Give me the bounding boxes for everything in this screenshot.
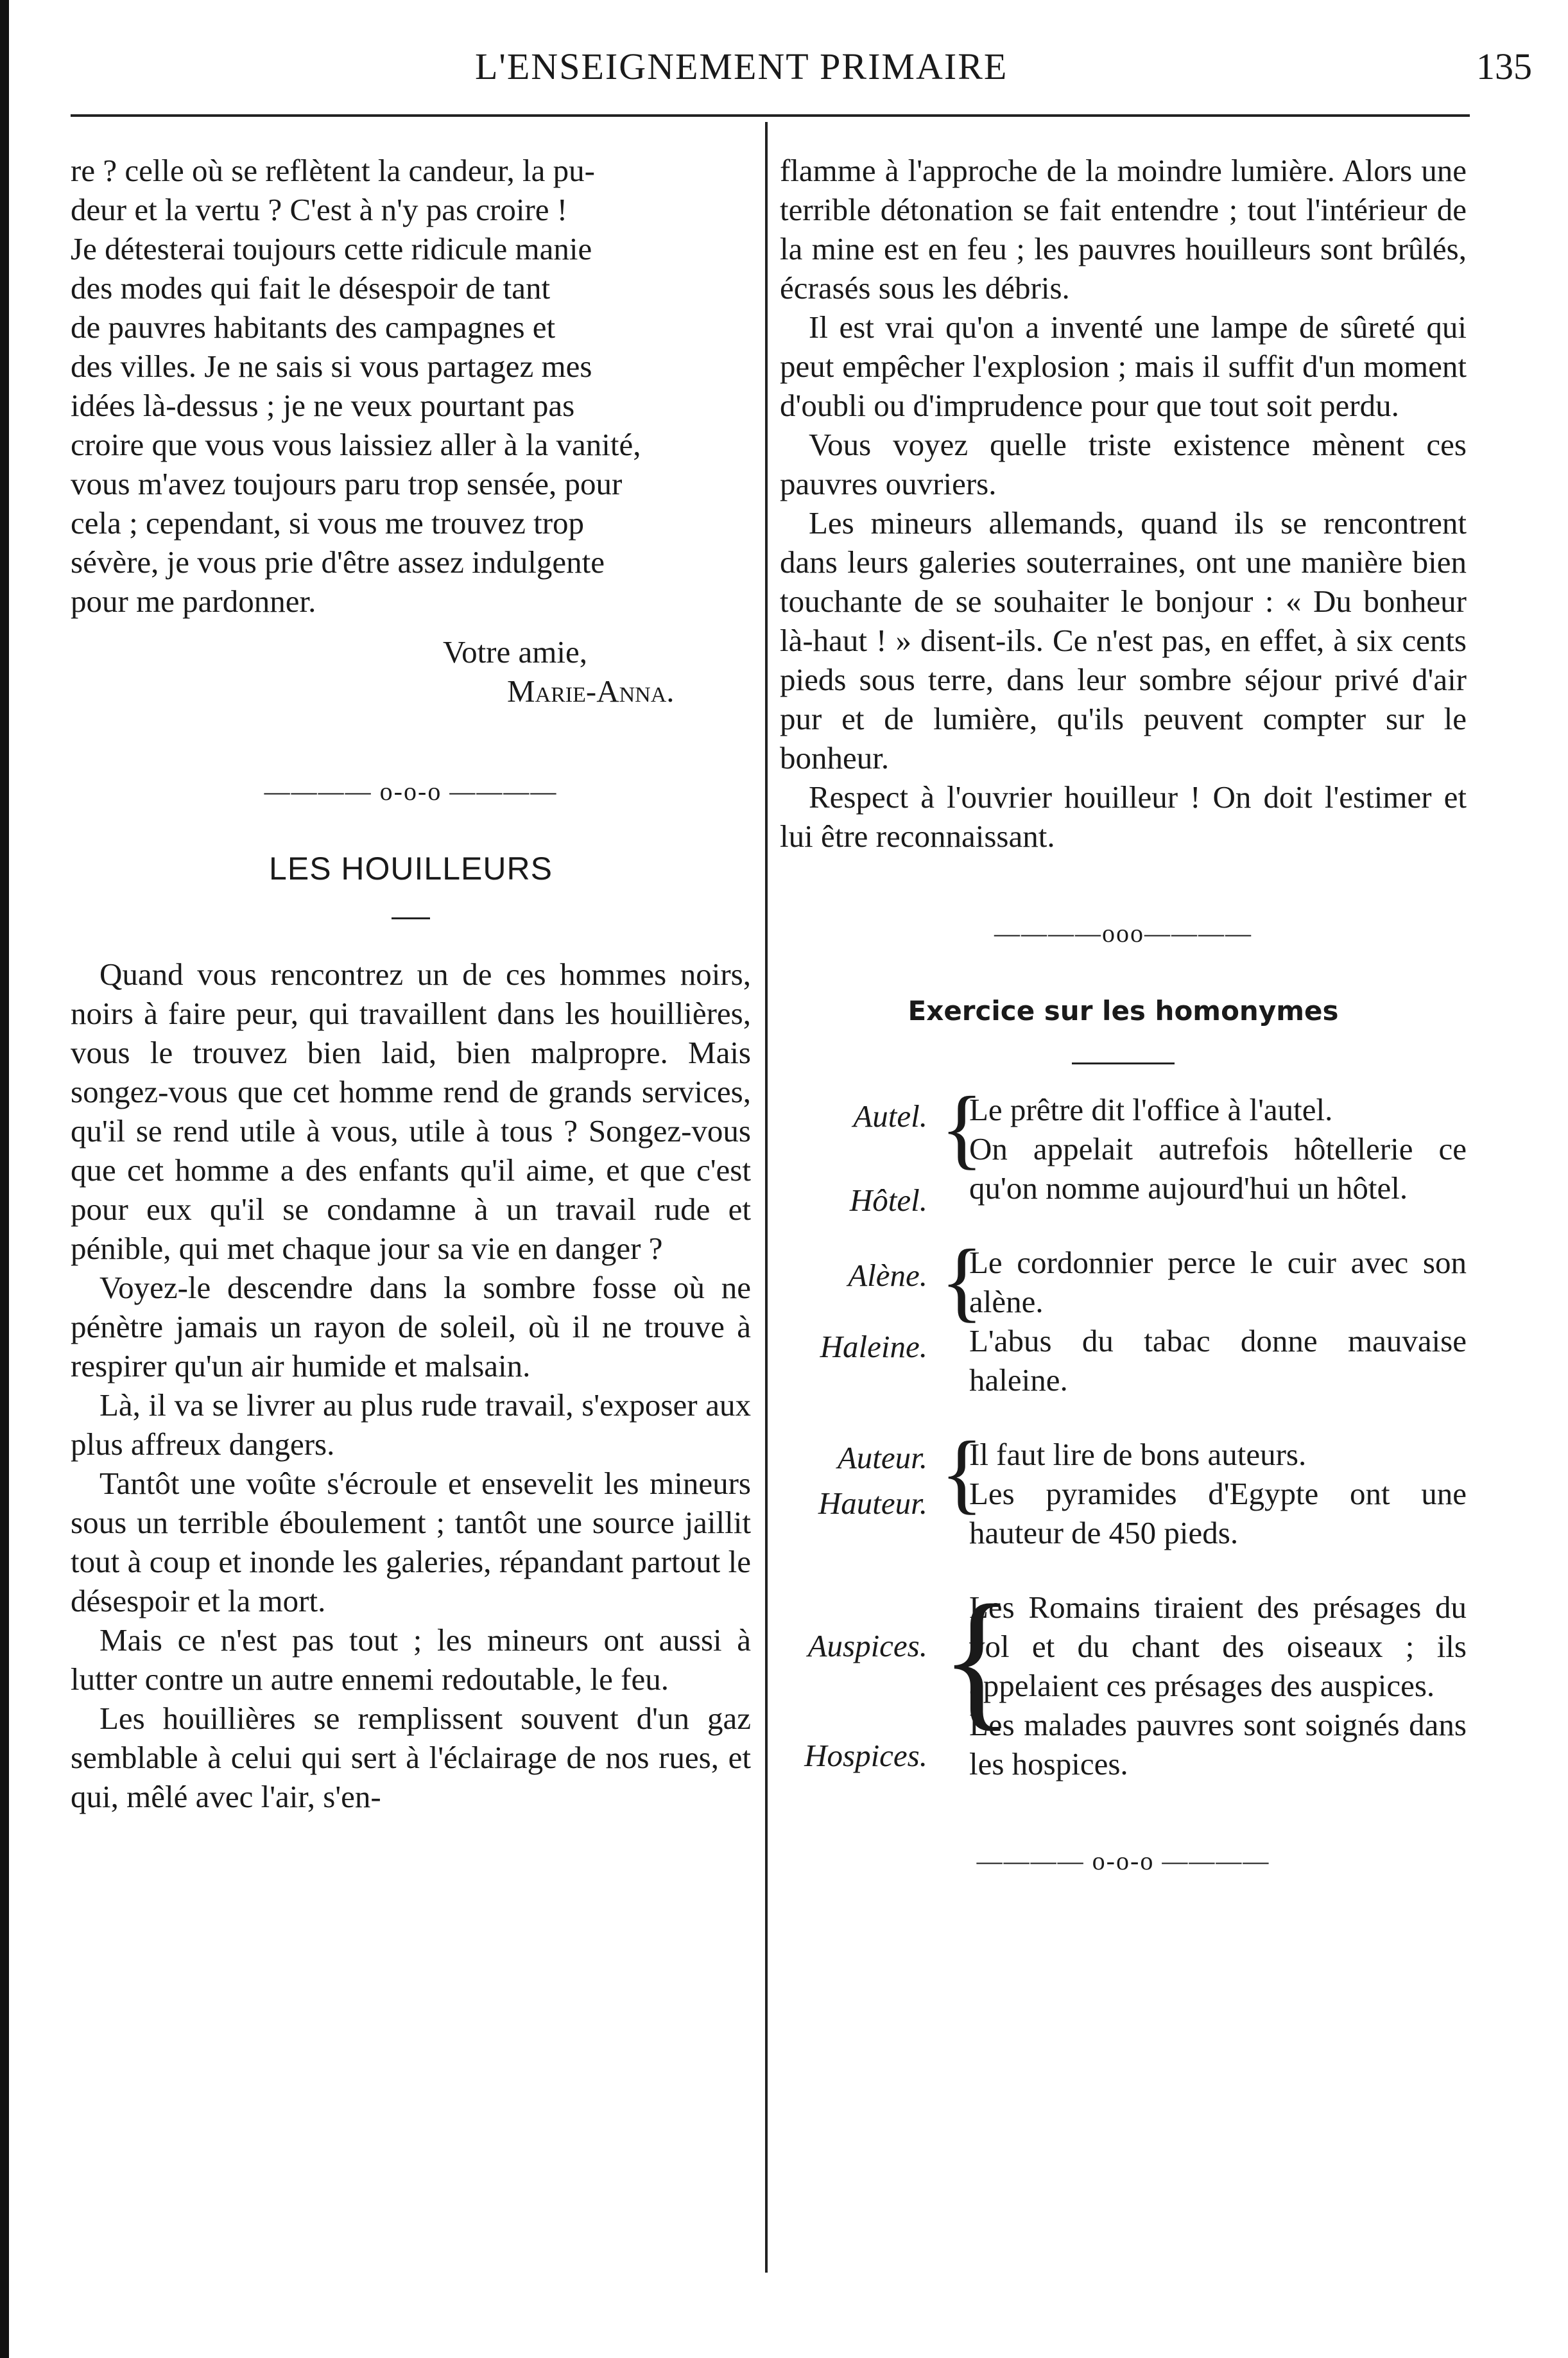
ornament-divider: ———— o-o-o ————: [976, 1846, 1270, 1875]
paragraph: Quand vous rencontrez un de ces hommes noirs, noirs à faire peur, qui travaillent dans les houillières, vous le trouvez bien laid, bien malpropre. Mais songez-vous que cet homme rend de grands services, qu'il se rend utile à vous, utile à tous ? Songez-vous que cet homme a des enfants qu'il aime, et que c'est pour eux qu'il se condamne à un travail rude et pénible, qui met chaque jour sa vie en danger ?: [71, 957, 751, 1266]
homonym-sentence: Les malades pauvres sont soignés dans les hospices.: [969, 1707, 1467, 1782]
letter-line: des villes. Je ne sais si vous partagez mes: [71, 349, 592, 384]
letter-closing: Votre amie,: [443, 634, 587, 670]
homonym-word: Hôtel.: [849, 1183, 927, 1218]
homonym-word: Hospices.: [804, 1738, 927, 1773]
homonym-words: [780, 1435, 927, 1523]
ornament-divider: ———— o-o-o ————: [264, 777, 558, 806]
paragraph: Voyez-le descendre dans la sombre fosse où ne pénètre jamais un rayon de soleil, où il ne trouve à respirer qu'un air humide et malsain.: [71, 1270, 751, 1383]
right-column: [780, 151, 1467, 1880]
exercise-title-underline: [1072, 1062, 1175, 1064]
paragraph: Les mineurs allemands, quand ils se rencontrent dans leurs galeries souterraines, ont une manière bien touchante de se souhaiter le bonjour : « Du bonheur là-haut ! » disent-ils. Ce n'est pas, en effet, à six cents pieds sous terre, dans leur sombre séjour privé d'air pur et de lumière, qu'ils peuvent compter sur le bonheur.: [780, 505, 1467, 776]
homonym-word: Haleine.: [820, 1329, 927, 1364]
letter-line: vous m'avez toujours paru trop sensée, pour: [71, 466, 623, 501]
exercise-title: Exercice sur les homonymes: [908, 995, 1339, 1027]
page-number: 135: [1476, 46, 1532, 87]
column-divider: [765, 122, 768, 2273]
paragraph: Respect à l'ouvrier houilleur ! On doit l'estimer et lui être reconnaissant.: [780, 779, 1467, 854]
homonym-words: [780, 1243, 927, 1366]
letter-line: des modes qui fait le désespoir de tant: [71, 270, 551, 306]
brace-icon: {: [940, 1573, 1015, 1744]
homonym-pair: [780, 1573, 1467, 1783]
homonym-sentence: On appelait autrefois hôtellerie ce qu'on nomme aujourd'hui un hôtel.: [969, 1131, 1467, 1206]
homonym-sentence: Les pyramides d'Egypte ont une hauteur de 450 pieds.: [969, 1476, 1467, 1550]
homonym-words: [780, 1588, 927, 1775]
page-edge-bar: [0, 0, 9, 2358]
paragraph: Les houillières se remplissent souvent d'un gaz semblable à celui qui sert à l'éclairage de nos rues, et qui, mêlé avec l'air, s'en-: [71, 1701, 751, 1814]
letter-line: pour me pardonner.: [71, 584, 316, 619]
paragraph: flamme à l'approche de la moindre lumière. Alors une terrible détonation se fait entendre ; tout l'intérieur de la mine est en feu ; les pauvres houilleurs sont brûlés, écrasés sous les débris.: [780, 153, 1467, 306]
letter-line: Je détesterai toujours cette ridicule manie: [71, 231, 592, 266]
left-column: [71, 151, 751, 1816]
homonym-sentence: L'abus du tabac donne mauvaise haleine.: [969, 1323, 1467, 1398]
homonym-word: Hauteur.: [818, 1486, 927, 1521]
homonym-list: [780, 1079, 1467, 1783]
brace-icon: {: [940, 1423, 984, 1523]
paragraph: Là, il va se livrer au plus rude travail, s'exposer aux plus affreux dangers.: [71, 1387, 751, 1462]
brace-icon: {: [940, 1231, 984, 1331]
letter-line: sévère, je vous prie d'être assez indulgente: [71, 544, 605, 580]
homonym-sentence: Le cordonnier perce le cuir avec son alène.: [969, 1245, 1467, 1319]
letter-line: deur et la vertu ? C'est à n'y pas croire !: [71, 192, 568, 227]
homonym-sentences: [969, 1090, 1467, 1208]
letter-line: croire que vous vous laissiez aller à la vanité,: [71, 427, 641, 462]
homonym-pair: [780, 1231, 1467, 1400]
homonym-sentence: Le prêtre dit l'office à l'autel.: [969, 1092, 1333, 1127]
homonym-sentence: Il faut lire de bons auteurs.: [969, 1437, 1307, 1472]
letter-signature: Marie-Anna.: [507, 673, 675, 709]
ornament-divider: ————ooo————: [994, 919, 1252, 948]
letter-line: cela ; cependant, si vous me trouvez trop: [71, 505, 585, 541]
section-title: LES HOUILLEURS: [269, 851, 553, 887]
paragraph: Mais ce n'est pas tout ; les mineurs ont aussi à lutter contre un autre ennemi redoutable, le feu.: [71, 1622, 751, 1697]
homonym-words: [780, 1090, 927, 1220]
homonym-word: Autel.: [853, 1098, 927, 1134]
homonym-word: Auspices.: [807, 1628, 927, 1663]
running-title: L'ENSEIGNEMENT PRIMAIRE: [475, 46, 1008, 87]
title-underline: [392, 917, 430, 919]
letter-signoff: [71, 632, 751, 711]
homonym-sentences: [969, 1243, 1467, 1400]
letter-line: de pauvres habitants des campagnes et: [71, 309, 556, 345]
homonym-pair: [780, 1079, 1467, 1218]
paragraph: Il est vrai qu'on a inventé une lampe de sûreté qui peut empêcher l'explosion ; mais il suffit d'un moment d'oubli ou d'imprudence pour que tout soit perdu.: [780, 309, 1467, 423]
header-rule: [71, 114, 1470, 117]
homonym-sentences: [969, 1588, 1467, 1783]
homonym-sentences: [969, 1435, 1467, 1552]
homonym-word: Auteur.: [837, 1440, 927, 1475]
homonym-word: Alène.: [848, 1258, 927, 1293]
homonym-sentence: Les Romains tiraient des présages du vol et du chant des oiseaux ; ils appelaient ces présages des auspices.: [969, 1590, 1467, 1703]
paragraph: Tantôt une voûte s'écroule et ensevelit les mineurs sous un terrible éboulement ; tantôt une source jaillit tout à coup et inonde les galeries, répandant partout le désespoir et la mort.: [71, 1466, 751, 1618]
letter-line: idées là-dessus ; je ne veux pourtant pas: [71, 388, 575, 423]
letter-ending: [71, 151, 751, 621]
brace-icon: {: [940, 1079, 984, 1178]
page-header: [77, 39, 1532, 116]
paragraph: Vous voyez quelle triste existence mènent ces pauvres ouvriers.: [780, 427, 1467, 501]
letter-line: re ? celle où se reflètent la candeur, la pu-: [71, 153, 595, 188]
homonym-pair: [780, 1423, 1467, 1552]
